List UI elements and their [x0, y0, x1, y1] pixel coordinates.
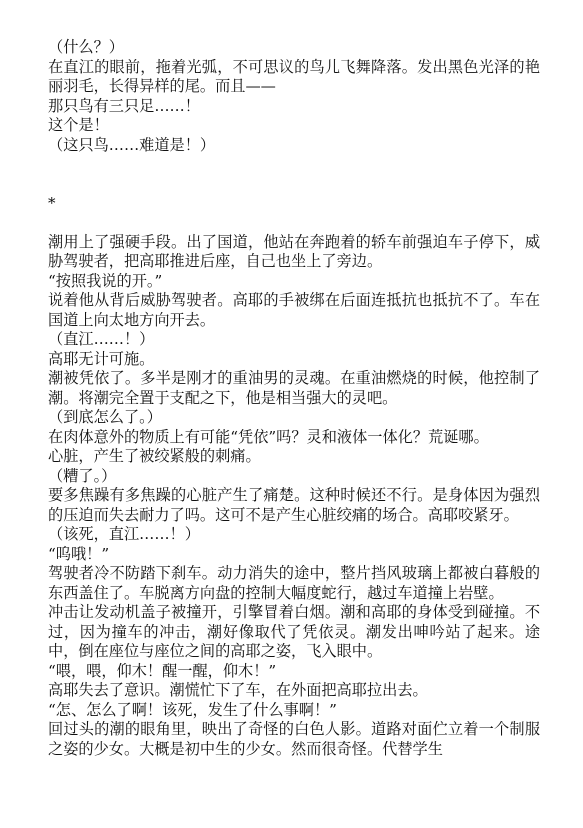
paragraph: （什么？） — [48, 38, 124, 56]
paragraph: 高耶无计可施。 — [48, 349, 155, 368]
paragraph: 驾驶者冷不防踏下刹车。动力消失的途中，整片挡风玻璃上都被白暮般的东西盖住了。车脱离方向盘的控制大幅度蛇行，越过车道撞上岩壁。 — [48, 564, 540, 602]
paragraph: 心脏，产生了被绞紧般的刺痛。 — [48, 447, 261, 465]
paragraph: 回过头的潮的眼角里，映出了奇怪的白色人影。道路对面伫立着一个制服之姿的少女。大概是初中生的少女。然而很奇怪。代替学生 — [48, 720, 540, 758]
paragraph: “怎、怎么了啊！该死，发生了什么事啊！” — [48, 700, 337, 719]
paragraph: 说着他从背后威胁驾驶者。高耶的手被绑在后面连抵抗也抵抗不了。车在国道上向太地方向开去。 — [48, 291, 540, 329]
paragraph: “呜哦！” — [48, 544, 110, 563]
novel-page — [48, 38, 540, 759]
paragraph: 在直江的眼前，拖着光弧，不可思议的鸟儿飞舞降落。发出黑色光泽的艳丽羽毛，长得异样的尾。而且—— — [48, 57, 540, 95]
paragraph: 潮被凭依了。多半是刚才的重油男的灵魂。在重油燃烧的时候，他控制了潮。将潮完全置于支配之下，他是相当强大的灵吧。 — [48, 369, 540, 407]
paragraph: （直江……！） — [48, 330, 155, 348]
paragraph: 这个是！ — [48, 116, 109, 134]
paragraph: 潮用上了强硬手段。出了国道，他站在奔跑着的轿车前强迫车子停下，威胁驾驶者，把高耶推进后座，自己也坐上了旁边。 — [48, 232, 540, 270]
paragraph: “按照我说的开。” — [48, 271, 163, 290]
paragraph: （该死，直江……！） — [48, 525, 200, 543]
paragraph: （这只鸟……难道是！） — [48, 135, 216, 154]
paragraph: （糟了。） — [48, 466, 117, 485]
paragraph: （到底怎么了。） — [48, 408, 162, 426]
paragraph: “喂，喂，仰木！醒一醒，仰木！” — [48, 661, 277, 680]
paragraph: 要多焦躁有多焦躁的心脏产生了痛楚。这种时候还不行。是身体因为强烈的压迫而失去耐力了吗。这可不是产生心脏绞痛的场合。高耶咬紧牙。 — [48, 486, 540, 524]
paragraph: 冲击让发动机盖子被撞开，引擎冒着白烟。潮和高耶的身体受到碰撞。不过，因为撞车的冲击，潮好像取代了凭依灵。潮发出呻吟站了起来。途中，倒在座位与座位之间的高耶之姿，飞入眼中。 — [48, 603, 540, 660]
paragraph: 高耶失去了意识。潮慌忙下了车，在外面把高耶拉出去。 — [48, 681, 428, 699]
main-passage — [48, 233, 540, 760]
paragraph: 那只鸟有三只足……！ — [48, 96, 200, 115]
paragraph: 在肉体意外的物质上有可能“凭依”吗？灵和液体一体化？荒诞哪。 — [48, 427, 489, 446]
opening-passage — [48, 38, 540, 155]
section-separator: * — [48, 194, 56, 212]
